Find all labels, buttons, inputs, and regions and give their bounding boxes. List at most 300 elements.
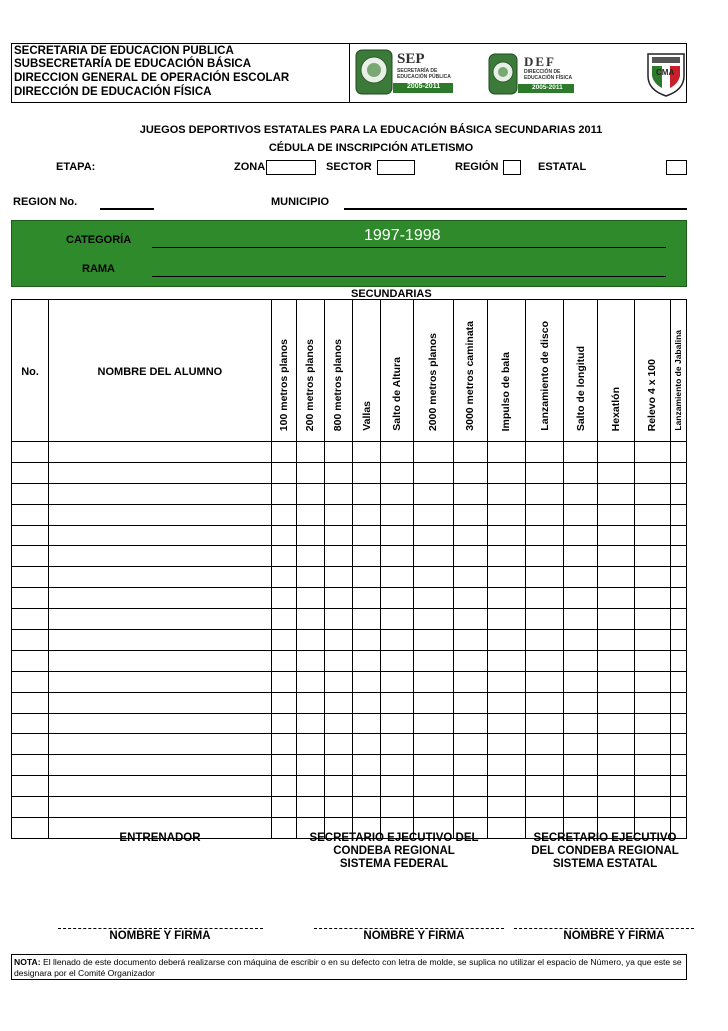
event-cell[interactable]: [381, 713, 414, 734]
event-cell[interactable]: [598, 692, 634, 713]
event-cell[interactable]: [564, 504, 598, 525]
event-cell[interactable]: [634, 692, 670, 713]
event-cell[interactable]: [271, 525, 296, 546]
event-cell[interactable]: [453, 546, 487, 567]
event-cell[interactable]: [271, 650, 296, 671]
student-name-cell[interactable]: [49, 442, 271, 463]
event-cell[interactable]: [453, 567, 487, 588]
event-cell[interactable]: [525, 525, 563, 546]
event-cell[interactable]: [670, 442, 686, 463]
event-cell[interactable]: [414, 671, 453, 692]
event-cell[interactable]: [634, 797, 670, 818]
event-cell[interactable]: [381, 776, 414, 797]
event-cell[interactable]: [525, 630, 563, 651]
sep-logo-title: SEP: [397, 51, 425, 67]
event-cell[interactable]: [324, 713, 352, 734]
sig-line-entrenador[interactable]: [58, 928, 263, 929]
event-cell[interactable]: [381, 630, 414, 651]
event-cell[interactable]: [324, 609, 352, 630]
event-cell[interactable]: [352, 609, 380, 630]
event-cell[interactable]: [296, 734, 324, 755]
event-cell[interactable]: [525, 609, 563, 630]
event-cell[interactable]: [487, 776, 525, 797]
event-cell[interactable]: [487, 483, 525, 504]
event-cell[interactable]: [352, 567, 380, 588]
event-cell[interactable]: [487, 650, 525, 671]
event-cell[interactable]: [381, 692, 414, 713]
event-cell[interactable]: [381, 525, 414, 546]
event-cell[interactable]: [487, 504, 525, 525]
event-cell[interactable]: [670, 588, 686, 609]
event-cell[interactable]: [634, 588, 670, 609]
event-cell[interactable]: [670, 755, 686, 776]
event-cell[interactable]: [564, 609, 598, 630]
event-cell[interactable]: [453, 713, 487, 734]
event-cell[interactable]: [271, 567, 296, 588]
event-cell[interactable]: [564, 671, 598, 692]
event-cell[interactable]: [414, 797, 453, 818]
categoria-value[interactable]: 1997-1998: [364, 227, 441, 244]
table-row: [12, 567, 687, 588]
col-event-13: Lanzamiento de Jabalina: [670, 300, 686, 442]
event-cell[interactable]: [598, 713, 634, 734]
event-cell[interactable]: [453, 650, 487, 671]
event-cell[interactable]: [352, 630, 380, 651]
event-cell[interactable]: [564, 755, 598, 776]
event-cell[interactable]: [296, 713, 324, 734]
event-cell[interactable]: [634, 650, 670, 671]
event-cell[interactable]: [352, 671, 380, 692]
row-number-cell[interactable]: [12, 755, 49, 776]
event-cell[interactable]: [525, 567, 563, 588]
event-cell[interactable]: [598, 588, 634, 609]
table-row: [12, 483, 687, 504]
event-cell[interactable]: [271, 504, 296, 525]
event-cell[interactable]: [564, 797, 598, 818]
event-cell[interactable]: [634, 546, 670, 567]
event-cell[interactable]: [271, 713, 296, 734]
student-name-cell[interactable]: [49, 588, 271, 609]
student-name-cell[interactable]: [49, 630, 271, 651]
event-cell[interactable]: [564, 650, 598, 671]
row-number-cell[interactable]: [12, 546, 49, 567]
student-name-cell[interactable]: [49, 483, 271, 504]
event-cell[interactable]: [324, 442, 352, 463]
event-cell[interactable]: [296, 797, 324, 818]
event-cell[interactable]: [670, 630, 686, 651]
event-cell[interactable]: [525, 504, 563, 525]
event-cell[interactable]: [296, 525, 324, 546]
event-cell[interactable]: [670, 483, 686, 504]
row-number-cell[interactable]: [12, 818, 49, 839]
student-name-cell[interactable]: [49, 671, 271, 692]
student-name-cell[interactable]: [49, 567, 271, 588]
event-cell[interactable]: [414, 755, 453, 776]
row-number-cell[interactable]: [12, 609, 49, 630]
student-name-cell[interactable]: [49, 755, 271, 776]
col-event-12: Relevo 4 x 100: [634, 300, 670, 442]
event-cell[interactable]: [296, 755, 324, 776]
event-cell[interactable]: [324, 504, 352, 525]
event-cell[interactable]: [525, 462, 563, 483]
event-cell[interactable]: [525, 797, 563, 818]
event-cell[interactable]: [525, 483, 563, 504]
event-cell[interactable]: [381, 567, 414, 588]
event-cell[interactable]: [525, 546, 563, 567]
event-cell[interactable]: [296, 671, 324, 692]
event-cell[interactable]: [324, 776, 352, 797]
event-cell[interactable]: [487, 692, 525, 713]
event-cell[interactable]: [634, 525, 670, 546]
event-cell[interactable]: [352, 588, 380, 609]
event-cell[interactable]: [296, 692, 324, 713]
event-cell[interactable]: [414, 588, 453, 609]
event-cell[interactable]: [352, 546, 380, 567]
event-cell[interactable]: [324, 525, 352, 546]
event-cell[interactable]: [296, 546, 324, 567]
event-cell[interactable]: [598, 776, 634, 797]
event-cell[interactable]: [453, 797, 487, 818]
event-cell[interactable]: [564, 713, 598, 734]
col-event-1: 100 metros planos: [271, 300, 296, 442]
event-cell[interactable]: [598, 546, 634, 567]
event-cell[interactable]: [324, 483, 352, 504]
event-cell[interactable]: [381, 442, 414, 463]
event-cell[interactable]: [453, 755, 487, 776]
event-cell[interactable]: [525, 713, 563, 734]
event-cell[interactable]: [352, 525, 380, 546]
event-cell[interactable]: [564, 483, 598, 504]
table-row: [12, 713, 687, 734]
col-event-8: Impulso de bala: [487, 300, 525, 442]
event-cell[interactable]: [634, 462, 670, 483]
event-cell[interactable]: [381, 588, 414, 609]
event-cell[interactable]: [453, 734, 487, 755]
event-cell[interactable]: [324, 546, 352, 567]
event-cell[interactable]: [271, 818, 296, 839]
event-cell[interactable]: [670, 776, 686, 797]
event-cell[interactable]: [381, 609, 414, 630]
event-cell[interactable]: [453, 462, 487, 483]
event-cell[interactable]: [598, 462, 634, 483]
event-cell[interactable]: [414, 776, 453, 797]
event-cell[interactable]: [296, 630, 324, 651]
event-cell[interactable]: [453, 692, 487, 713]
event-cell[interactable]: [414, 504, 453, 525]
row-number-cell[interactable]: [12, 462, 49, 483]
event-cell[interactable]: [525, 650, 563, 671]
row-number-cell[interactable]: [12, 692, 49, 713]
event-cell[interactable]: [381, 797, 414, 818]
event-cell[interactable]: [296, 462, 324, 483]
event-cell[interactable]: [414, 609, 453, 630]
event-cell[interactable]: [564, 776, 598, 797]
sector-field[interactable]: [377, 160, 415, 175]
event-cell[interactable]: [487, 546, 525, 567]
event-cell[interactable]: [670, 567, 686, 588]
event-cell[interactable]: [271, 692, 296, 713]
row-number-cell[interactable]: [12, 504, 49, 525]
event-cell[interactable]: [271, 630, 296, 651]
event-cell[interactable]: [634, 567, 670, 588]
event-cell[interactable]: [670, 734, 686, 755]
event-cell[interactable]: [670, 546, 686, 567]
event-cell[interactable]: [414, 692, 453, 713]
event-cell[interactable]: [487, 525, 525, 546]
event-cell[interactable]: [414, 442, 453, 463]
event-cell[interactable]: [564, 692, 598, 713]
event-cell[interactable]: [564, 567, 598, 588]
event-cell[interactable]: [598, 650, 634, 671]
student-name-cell[interactable]: [49, 713, 271, 734]
event-cell[interactable]: [414, 525, 453, 546]
event-cell[interactable]: [414, 462, 453, 483]
event-cell[interactable]: [324, 692, 352, 713]
event-cell[interactable]: [352, 776, 380, 797]
event-cell[interactable]: [296, 483, 324, 504]
event-cell[interactable]: [525, 588, 563, 609]
student-name-cell[interactable]: [49, 525, 271, 546]
shield-logo: [646, 50, 686, 98]
row-number-cell[interactable]: [12, 797, 49, 818]
event-cell[interactable]: [453, 588, 487, 609]
event-cell[interactable]: [670, 462, 686, 483]
row-number-cell[interactable]: [12, 671, 49, 692]
event-cell[interactable]: [352, 692, 380, 713]
event-cell[interactable]: [598, 609, 634, 630]
event-cell[interactable]: [598, 442, 634, 463]
event-cell[interactable]: [271, 442, 296, 463]
event-cell[interactable]: [296, 442, 324, 463]
event-cell[interactable]: [271, 755, 296, 776]
event-cell[interactable]: [381, 755, 414, 776]
event-cell[interactable]: [324, 630, 352, 651]
event-cell[interactable]: [598, 797, 634, 818]
region-no-field[interactable]: [100, 208, 154, 210]
table-row: [12, 546, 687, 567]
event-cell[interactable]: [634, 734, 670, 755]
event-cell[interactable]: [352, 713, 380, 734]
event-cell[interactable]: [296, 504, 324, 525]
event-cell[interactable]: [296, 776, 324, 797]
event-cell[interactable]: [598, 630, 634, 651]
student-name-cell[interactable]: [49, 546, 271, 567]
estatal-field[interactable]: [666, 160, 687, 175]
event-cell[interactable]: [352, 650, 380, 671]
event-cell[interactable]: [296, 567, 324, 588]
sig-line-estatal[interactable]: [514, 928, 694, 929]
row-number-cell[interactable]: [12, 588, 49, 609]
event-cell[interactable]: [598, 567, 634, 588]
event-cell[interactable]: [487, 609, 525, 630]
row-number-cell[interactable]: [12, 483, 49, 504]
event-cell[interactable]: [487, 734, 525, 755]
event-cell[interactable]: [296, 650, 324, 671]
row-number-cell[interactable]: [12, 713, 49, 734]
event-cell[interactable]: [634, 671, 670, 692]
event-cell[interactable]: [598, 755, 634, 776]
municipio-field[interactable]: [344, 208, 687, 210]
event-cell[interactable]: [670, 504, 686, 525]
event-cell[interactable]: [352, 797, 380, 818]
event-cell[interactable]: [564, 546, 598, 567]
event-cell[interactable]: [381, 546, 414, 567]
event-cell[interactable]: [670, 713, 686, 734]
event-cell[interactable]: [271, 588, 296, 609]
student-name-cell[interactable]: [49, 692, 271, 713]
event-cell[interactable]: [598, 504, 634, 525]
event-cell[interactable]: [324, 588, 352, 609]
event-cell[interactable]: [352, 442, 380, 463]
event-cell[interactable]: [525, 442, 563, 463]
row-number-cell[interactable]: [12, 567, 49, 588]
event-cell[interactable]: [271, 462, 296, 483]
event-cell[interactable]: [271, 483, 296, 504]
event-cell[interactable]: [487, 713, 525, 734]
row-number-cell[interactable]: [12, 734, 49, 755]
event-cell[interactable]: [381, 734, 414, 755]
event-cell[interactable]: [271, 776, 296, 797]
event-cell[interactable]: [271, 734, 296, 755]
event-cell[interactable]: [634, 630, 670, 651]
event-cell[interactable]: [634, 755, 670, 776]
event-cell[interactable]: [381, 462, 414, 483]
event-cell[interactable]: [525, 692, 563, 713]
event-cell[interactable]: [634, 776, 670, 797]
event-cell[interactable]: [414, 567, 453, 588]
sec-estatal-label: SECRETARIO EJECUTIVO DEL CONDEBA REGIONAL SISTEMA ESTATAL: [531, 832, 679, 870]
event-cell[interactable]: [525, 776, 563, 797]
row-number-cell[interactable]: [12, 650, 49, 671]
event-cell[interactable]: [352, 462, 380, 483]
event-cell[interactable]: [598, 671, 634, 692]
event-cell[interactable]: [598, 734, 634, 755]
event-cell[interactable]: [634, 504, 670, 525]
region-field[interactable]: [503, 160, 521, 175]
event-cell[interactable]: [381, 483, 414, 504]
event-cell[interactable]: [453, 776, 487, 797]
event-cell[interactable]: [487, 567, 525, 588]
event-cell[interactable]: [324, 671, 352, 692]
event-cell[interactable]: [453, 504, 487, 525]
event-cell[interactable]: [564, 462, 598, 483]
table-row: [12, 755, 687, 776]
event-cell[interactable]: [525, 734, 563, 755]
event-cell[interactable]: [670, 671, 686, 692]
event-cell[interactable]: [487, 588, 525, 609]
event-cell[interactable]: [564, 630, 598, 651]
event-cell[interactable]: [487, 755, 525, 776]
event-cell[interactable]: [453, 483, 487, 504]
row-number-cell[interactable]: [12, 776, 49, 797]
student-name-cell[interactable]: [49, 609, 271, 630]
event-cell[interactable]: [487, 442, 525, 463]
event-cell[interactable]: [381, 650, 414, 671]
student-name-cell[interactable]: [49, 776, 271, 797]
student-name-cell[interactable]: [49, 462, 271, 483]
def-logo-title: DEF: [524, 54, 556, 69]
event-cell[interactable]: [598, 525, 634, 546]
event-cell[interactable]: [352, 734, 380, 755]
row-number-cell[interactable]: [12, 442, 49, 463]
event-cell[interactable]: [271, 671, 296, 692]
event-cell[interactable]: [634, 483, 670, 504]
student-name-cell[interactable]: [49, 734, 271, 755]
event-cell[interactable]: [564, 442, 598, 463]
event-cell[interactable]: [487, 797, 525, 818]
event-cell[interactable]: [324, 734, 352, 755]
zona-field[interactable]: [266, 160, 316, 175]
event-cell[interactable]: [525, 755, 563, 776]
event-cell[interactable]: [381, 504, 414, 525]
event-cell[interactable]: [634, 442, 670, 463]
event-cell[interactable]: [487, 462, 525, 483]
event-cell[interactable]: [381, 671, 414, 692]
event-cell[interactable]: [670, 797, 686, 818]
rama-label: RAMA: [82, 263, 115, 275]
student-name-cell[interactable]: [49, 504, 271, 525]
event-cell[interactable]: [352, 483, 380, 504]
event-cell[interactable]: [564, 525, 598, 546]
event-cell[interactable]: [324, 797, 352, 818]
row-number-cell[interactable]: [12, 630, 49, 651]
event-cell[interactable]: [453, 442, 487, 463]
row-number-cell[interactable]: [12, 525, 49, 546]
event-cell[interactable]: [670, 692, 686, 713]
event-cell[interactable]: [324, 567, 352, 588]
event-cell[interactable]: [296, 609, 324, 630]
event-cell[interactable]: [453, 609, 487, 630]
event-cell[interactable]: [453, 525, 487, 546]
entrenador-label: ENTRENADOR: [119, 832, 201, 844]
event-cell[interactable]: [453, 630, 487, 651]
student-name-cell[interactable]: [49, 650, 271, 671]
student-name-cell[interactable]: [49, 797, 271, 818]
event-cell[interactable]: [598, 483, 634, 504]
event-cell[interactable]: [453, 671, 487, 692]
event-cell[interactable]: [296, 588, 324, 609]
event-cell[interactable]: [487, 630, 525, 651]
event-cell[interactable]: [324, 462, 352, 483]
event-cell[interactable]: [271, 797, 296, 818]
event-cell[interactable]: [414, 483, 453, 504]
event-cell[interactable]: [564, 588, 598, 609]
event-cell[interactable]: [670, 609, 686, 630]
event-cell[interactable]: [352, 755, 380, 776]
event-cell[interactable]: [324, 650, 352, 671]
event-cell[interactable]: [414, 713, 453, 734]
event-cell[interactable]: [564, 734, 598, 755]
sig-line-federal[interactable]: [314, 928, 504, 929]
event-cell[interactable]: [271, 546, 296, 567]
event-cell[interactable]: [487, 671, 525, 692]
event-cell[interactable]: [670, 525, 686, 546]
col-event-9: Lanzamiento de disco: [525, 300, 563, 442]
event-cell[interactable]: [670, 650, 686, 671]
table-row: [12, 504, 687, 525]
event-cell[interactable]: [271, 609, 296, 630]
event-cell[interactable]: [414, 650, 453, 671]
event-cell[interactable]: [324, 755, 352, 776]
event-cell[interactable]: [634, 609, 670, 630]
municipio-label: MUNICIPIO: [271, 196, 330, 208]
event-cell[interactable]: [414, 734, 453, 755]
event-cell[interactable]: [634, 713, 670, 734]
event-cell[interactable]: [414, 546, 453, 567]
event-cell[interactable]: [352, 504, 380, 525]
event-cell[interactable]: [414, 630, 453, 651]
event-cell[interactable]: [525, 671, 563, 692]
